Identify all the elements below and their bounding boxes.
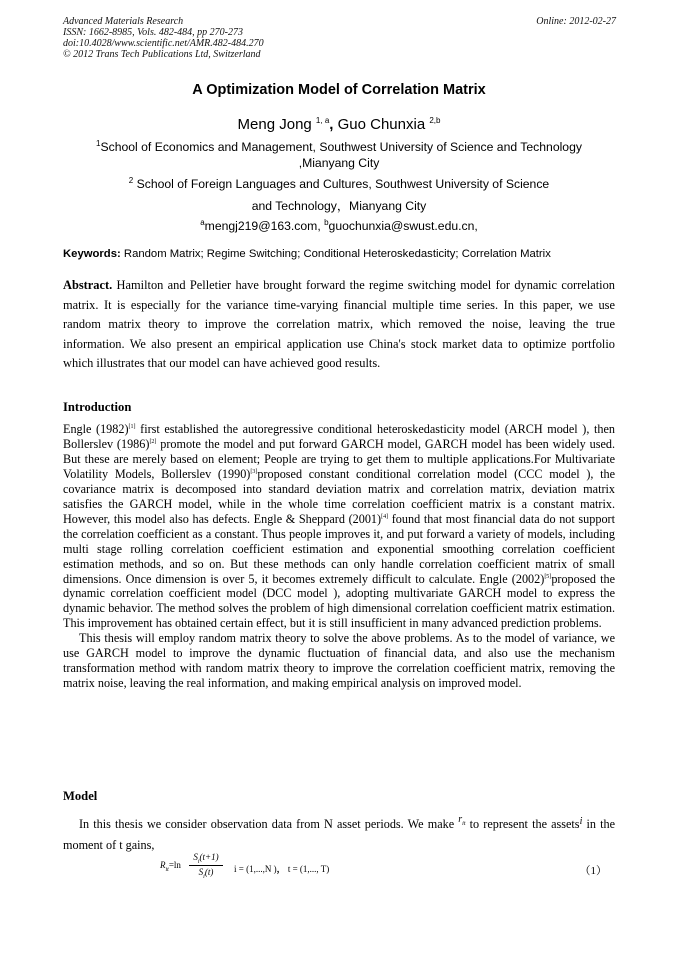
affiliation-1-mark: 1 <box>96 138 101 148</box>
abstract-label: Abstract. <box>63 278 113 292</box>
author-1: Meng Jong <box>237 116 312 133</box>
var-r-sub: it <box>462 821 466 827</box>
intro-text-6: proposed the dynamic correlation coefficient model (DCC model ), adopting multivariate GARCH model to express the dynamic behavior. The method solves the problem of high dimensional correlation coefficient matrix estimation. This improvement has obtained certain effect, but it is still insufficient in many advanced prediction problems. <box>63 571 615 631</box>
introduction-heading: Introduction <box>63 400 132 414</box>
intro-text-5: found that most financial data do not support the correlation coefficient as a constant. Thus people improves it, and put forward a variety of models, including multi stage rolling correlation coefficient estimation and exponential smoothing correlation coefficient estimation methods, and so on. But these methods can only handle correlation coefficient matrix of small dimensions. Once dimension is over 5, it becomes extremely difficult to calculate. Engle (2002) <box>63 511 615 586</box>
journal-doi: doi:10.4028/www.scientific.net/AMR.482-484.270 <box>63 38 264 49</box>
intro-text-1: Engle (1982) <box>63 422 129 436</box>
affiliation-2-line2: and Technology，Mianyang City <box>251 199 427 213</box>
introduction-body <box>63 422 615 691</box>
var-r: r <box>458 814 463 825</box>
equation-1 <box>160 852 615 882</box>
email-b: guochunxia@swust.edu.cn, <box>328 219 478 233</box>
author-2: Guo Chunxia <box>337 116 426 133</box>
model-body <box>63 814 615 853</box>
affiliation-1-line1: School of Economics and Management, Southwest University of Science and Technology <box>100 140 582 154</box>
author-1-affil: 1, a <box>315 116 330 125</box>
intro-text-4: proposed constant conditional correlation model (CCC model ), the covariance matrix is decomposed into standard deviation matrix and correlation matrix, deviation matrix satisfies the GARCH model, while in the whole time correlation coefficient matrix is a constant matrix. However, this model also has defects. Engle & Sheppard (2001) <box>63 466 615 526</box>
equation-range <box>234 862 329 875</box>
journal-name: Advanced Materials Research <box>63 16 184 27</box>
abstract-text: Hamilton and Pelletier have brought forward the regime switching model for dynamic correlation matrix. It is especially for the variance time-varying financial multiple time series. In this paper, we use random matrix theory to improve the correlation matrix, which removed the noise, leaving the true information. We also present an empirical application use China's stock market data to optimize portfolio which illustrates that our model can have achieved good results. <box>63 278 615 371</box>
affiliation-2-line1: School of Foreign Languages and Cultures, Southwest University of Science <box>136 177 550 191</box>
eq-den-arg: (t) <box>204 867 214 877</box>
eq-num-arg: (t+1) <box>199 852 219 862</box>
citation-1: [1] <box>128 423 136 430</box>
affiliation-1 <box>0 139 678 171</box>
paper-title: A Optimization Model of Correlation Matrix <box>192 82 486 98</box>
journal-header <box>63 16 264 60</box>
online-date: Online: 2012-02-27 <box>536 16 616 27</box>
fraction-bar <box>189 865 223 866</box>
intro-text-2: first established the autoregressive conditional heteroskedasticity model (ARCH model ), then Bollerslev (1986) <box>63 422 615 451</box>
eq-range-t: t = (1,..., T) <box>287 864 330 874</box>
journal-copyright: © 2012 Trans Tech Publications Ltd, Switzerland <box>63 49 261 60</box>
citation-5: [5] <box>544 573 552 580</box>
keywords-label: Keywords: <box>63 248 121 260</box>
email-line <box>0 218 678 234</box>
citation-4: [4] <box>381 513 389 520</box>
eq-denominator <box>198 867 214 880</box>
affiliation-2-cont <box>0 198 678 214</box>
journal-issn: ISSN: 1662-8985, Vols. 482-484, pp 270-273 <box>63 27 243 38</box>
author-line <box>0 116 678 133</box>
eq-R: R <box>160 860 166 870</box>
model-text-2: to represent the assets <box>465 817 580 831</box>
abstract <box>63 276 615 374</box>
equation-number: （1） <box>579 865 607 877</box>
keywords-text: Random Matrix; Regime Switching; Conditional Heteroskedasticity; Correlation Matrix <box>123 248 551 260</box>
keywords <box>63 248 615 260</box>
email-b-mark: b <box>324 217 329 227</box>
citation-2: [2] <box>149 438 157 445</box>
email-a-mark: a <box>200 217 205 227</box>
citation-3: [3] <box>250 468 258 475</box>
eq-den-sub: i <box>203 873 205 880</box>
eq-range-i: i = (1,...,N ) <box>234 864 277 874</box>
email-a: mengj219@163.com, <box>204 219 321 233</box>
author-2-affil: 2,b <box>429 116 441 125</box>
affiliation-2-mark: 2 <box>128 175 134 185</box>
eq-comma: ， <box>276 864 286 874</box>
eq-num-sub: i <box>197 858 200 865</box>
author-separator: , <box>329 116 334 133</box>
eq-R-sub: it <box>165 866 169 873</box>
model-text-1: In this thesis we consider observation data from N asset periods. We make <box>79 817 459 831</box>
intro-paragraph-2: This thesis will employ random matrix theory to solve the above problems. As to the model of variance, we use GARCH model to improve the dynamic fluctuation of financial data, and also use the mechanism transformation method with random matrix theory to improve the correlation coefficient matrix, removing the matrix noise, leaving the real information, and making empirical analysis on improved model. <box>63 631 615 691</box>
intro-paragraph-1 <box>63 422 615 631</box>
affiliation-2 <box>0 176 678 192</box>
eq-den-S: S <box>198 867 204 877</box>
model-text-3: in the moment of t gains, <box>63 817 615 852</box>
intro-text-3: promote the model and put forward GARCH model, GARCH model has been widely used. But these are merely based on element; People are trying to get them to multiple applications.For Multivariate Volatility Models, Bollerslev (1990) <box>63 436 615 481</box>
eq-ln: =ln <box>168 860 181 870</box>
affiliation-1-line2: ,Mianyang City <box>298 156 380 170</box>
eq-numerator <box>193 852 219 865</box>
var-i: i <box>579 816 583 827</box>
model-heading: Model <box>63 789 98 803</box>
model-paragraph <box>63 814 615 853</box>
eq-num-S: S <box>193 852 198 862</box>
